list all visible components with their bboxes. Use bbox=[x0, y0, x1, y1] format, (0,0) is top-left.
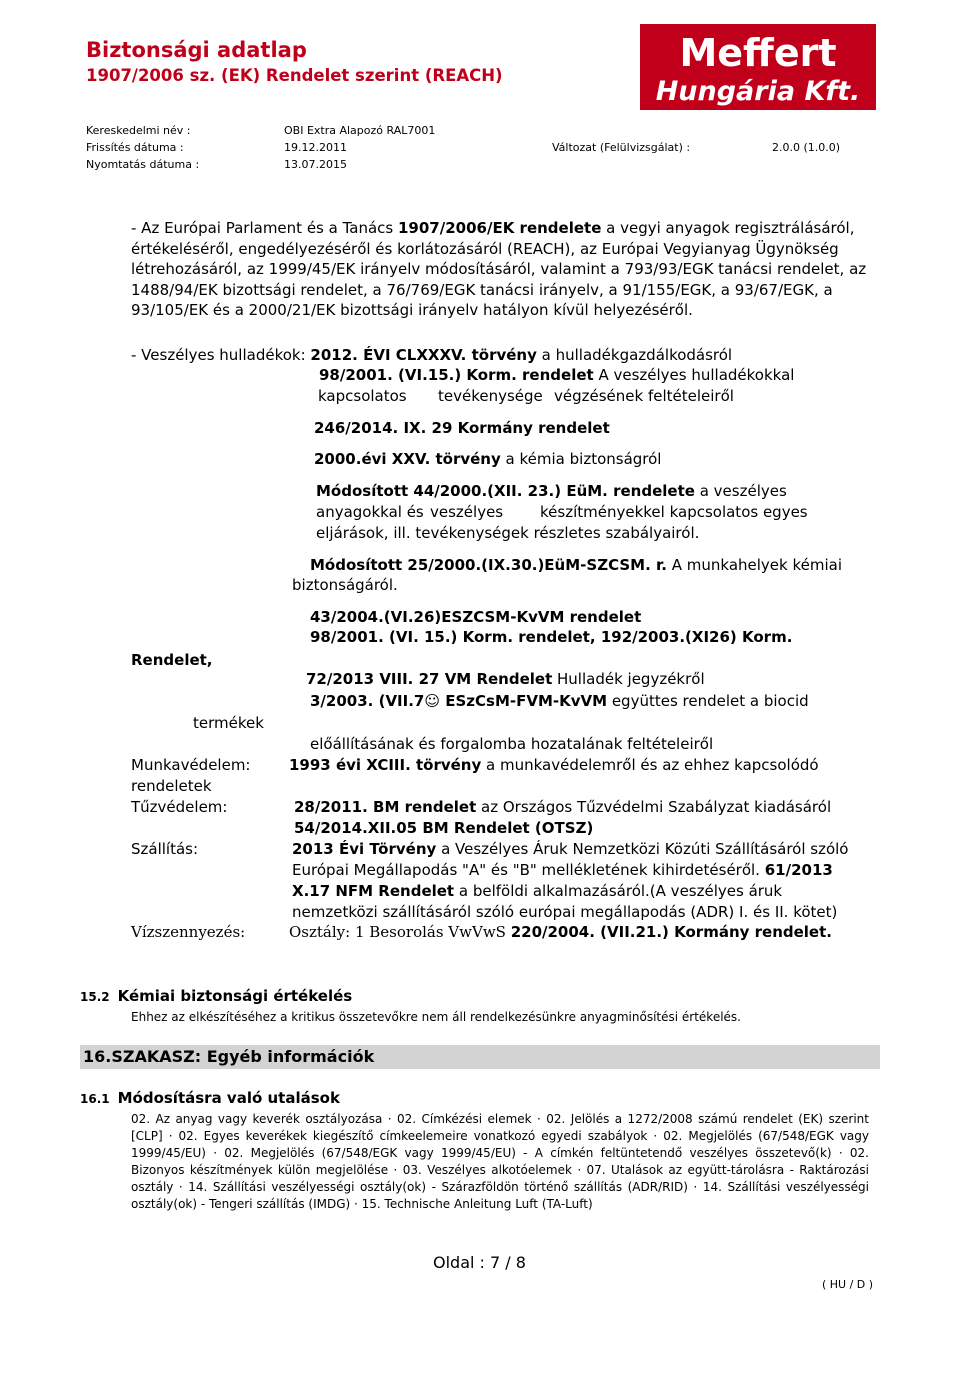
law-2013-desc: a Veszélyes Áruk Nemzetközi Közúti Szállításáról szóló bbox=[436, 840, 849, 858]
reach-text-c: a vegyi anyagok regisztrálásáról, értékeléséről, engedélyezéséről és korlátozásáról (REACH), az Európai Vegyianyag Ügynökség létrehozásáról, az 1999/45/EK irányelv módosításáról, valamint a 793/93/EGK tanácsi rendelet, az 1488/94/EK bizottsági rendelet, a 76/769/EGK tanácsi irányelv, a 91/155/EGK, a 93/67/EGK, a 93/105/EK és a 2000/21/EK bizottsági irányelv hatályon kívül helyezéséről. bbox=[131, 219, 867, 319]
eum-44-ref: Módosított 44/2000.(XII. 23.) EüM. rendelete bbox=[316, 482, 695, 500]
reach-regulation: 1907/2006/EK rendelete bbox=[398, 219, 602, 237]
section-16-1-heading bbox=[80, 1089, 340, 1107]
section-16-1-title: Módosításra való utalások bbox=[117, 1089, 340, 1107]
print-date-label: Nyomtatás dátuma : bbox=[86, 158, 200, 171]
eszcsm-3-desc: együttes rendelet a biocid bbox=[607, 692, 809, 710]
eszcsm-3-ref-2: ESzCsM-FVM-KvVM bbox=[440, 692, 608, 710]
trade-name-label: Kereskedelmi név : bbox=[86, 124, 191, 137]
vwvws-line bbox=[289, 923, 832, 941]
version-label: Változat (Felülvizsgálat) : bbox=[552, 141, 691, 154]
smiley-icon: ☺ bbox=[424, 692, 440, 710]
hazardous-waste-label: - Veszélyes hulladékok: bbox=[131, 346, 311, 364]
hazardous-waste-line bbox=[131, 346, 732, 364]
reach-text-a: - Az Európai Parlament és a Tanács bbox=[131, 219, 398, 237]
vwvws-class: Osztály: 1 Besorolás VwVwS bbox=[289, 923, 511, 941]
section-16-banner: 16.SZAKASZ: Egyéb információk bbox=[80, 1045, 880, 1069]
adr-agreement-line bbox=[292, 861, 833, 879]
law-1993-line bbox=[289, 756, 819, 774]
left-label-tuzvedelem: Tűzvédelem: bbox=[131, 798, 228, 816]
left-label-rendeletek: rendeletek bbox=[131, 777, 212, 795]
law-1993-ref: 1993 évi XCIII. törvény bbox=[289, 756, 482, 774]
nfm-desc: a belföldi alkalmazásáról.(A veszélyes áruk bbox=[454, 882, 783, 900]
vm-72-line bbox=[306, 670, 705, 688]
language-code: ( HU / D ) bbox=[822, 1278, 874, 1291]
left-label-rendelet: Rendelet, bbox=[131, 651, 213, 669]
law-2000-ref: 2000.évi XXV. törvény bbox=[314, 450, 501, 468]
nfm-61-ref: 61/2013 bbox=[764, 861, 833, 879]
section-15-2-number: 15.2 bbox=[80, 990, 110, 1004]
law-2000-line bbox=[314, 450, 661, 468]
eum-szcsm-ref: Módosított 25/2000.(IX.30.)EüM-SZCSM. r. bbox=[310, 556, 667, 574]
eljarasok-line: eljárások, ill. tevékenységek részletes szabályairól. bbox=[316, 524, 700, 542]
vm-72-ref: 72/2013 VIII. 27 VM Rendelet bbox=[306, 670, 553, 688]
eum-szcsm-line bbox=[310, 556, 842, 574]
veszelyes-word: veszélyes bbox=[430, 503, 504, 521]
section-15-2-text: Ehhez az elkészítéséhez a kritikus összetevőkre nem áll rendelkezésünkre anyagminősítési értékelés. bbox=[131, 1010, 741, 1024]
waste-law-desc: a hulladékgazdálkodásról bbox=[536, 346, 733, 364]
nfm-line bbox=[292, 882, 782, 900]
logo-text-sub: Hungária Kft. bbox=[655, 76, 861, 107]
korm-246-line: 246/2014. IX. 29 Kormány rendelet bbox=[314, 419, 610, 437]
eszcsm-43-line: 43/2004.(VI.26)ESZCSM-KvVM rendelet bbox=[310, 608, 642, 626]
tevekenysege-word: tevékenysége bbox=[438, 387, 543, 405]
bm-28-ref: 28/2011. BM rendelet bbox=[294, 798, 477, 816]
left-label-termekek: termékek bbox=[193, 714, 264, 732]
eloallitasanak-line: előállításának és forgalomba hozatalának feltételeiről bbox=[310, 735, 714, 753]
eum-44-line bbox=[316, 482, 787, 500]
left-label-munkavedelem: Munkavédelem: bbox=[131, 756, 251, 774]
eszcsm-3-ref: 3/2003. (VII.7 bbox=[310, 692, 425, 710]
logo-text-main: Meffert bbox=[679, 31, 837, 75]
kapcsolatos-word: kapcsolatos bbox=[318, 387, 407, 405]
law-2013-line bbox=[292, 840, 849, 858]
section-15-2-heading bbox=[80, 987, 352, 1005]
korm-220-ref: 220/2004. (VII.21.) Kormány rendelet. bbox=[510, 923, 832, 941]
korm-98-desc: A veszélyes hulladékokkal bbox=[593, 366, 795, 384]
page-number: Oldal : 7 / 8 bbox=[433, 1253, 526, 1272]
left-label-szallitas: Szállítás: bbox=[131, 840, 199, 858]
revision-date-label: Frissítés dátuma : bbox=[86, 141, 184, 154]
print-date-value: 13.07.2015 bbox=[284, 158, 347, 171]
biztonsagarol-line: biztonságáról. bbox=[292, 576, 398, 594]
adr-volumes-line: nemzetközi szállításáról szóló európai megállapodás (ADR) I. és II. kötet) bbox=[292, 903, 838, 921]
eszcsm-3-line bbox=[310, 692, 809, 710]
reach-paragraph bbox=[131, 218, 871, 321]
law-2000-desc: a kémia biztonságról bbox=[500, 450, 662, 468]
waste-law: 2012. ÉVI CLXXXV. törvény bbox=[310, 346, 537, 364]
korm-98-192-line: 98/2001. (VI. 15.) Korm. rendelet, 192/2003.(XI26) Korm. bbox=[310, 628, 793, 646]
trade-name-value: OBI Extra Alapozó RAL7001 bbox=[284, 124, 436, 137]
document-title: Biztonsági adatlap bbox=[86, 38, 307, 62]
keszitmenyekkel-words: készítményekkel kapcsolatos egyes bbox=[540, 503, 808, 521]
law-2013-ref: 2013 Évi Törvény bbox=[292, 840, 437, 858]
eum-44-desc: a veszélyes bbox=[694, 482, 787, 500]
law-1993-desc: a munkavédelemről és az ehhez kapcsolódó bbox=[481, 756, 819, 774]
bm-28-line bbox=[294, 798, 831, 816]
korm-98-ref: 98/2001. (VI.15.) Korm. rendelet bbox=[319, 366, 594, 384]
adr-agreement-desc: Európai Megállapodás "A" és "B" mellékletének kihirdetéséről. bbox=[292, 861, 765, 879]
vm-72-desc: Hulladék jegyzékről bbox=[552, 670, 705, 688]
revision-date-value: 19.12.2011 bbox=[284, 141, 347, 154]
section-15-2-title: Kémiai biztonsági értékelés bbox=[117, 987, 353, 1005]
version-value: 2.0.0 (1.0.0) bbox=[772, 141, 841, 154]
document-subtitle: 1907/2006 sz. (EK) Rendelet szerint (REACH) bbox=[86, 66, 503, 85]
section-16-1-number: 16.1 bbox=[80, 1092, 110, 1106]
section-16-1-text: 02. Az anyag vagy keverék osztályozása · 02. Címkézési elemek · 02. Jelölés a 1272/2008 számú rendelet (EK) szerint [CLP] · 02. Egyes keverékek kiegészítő címkeelemeire vonatkozó egyedi szabályok · 02. Megjelölés (67/548/EGK vagy 1999/45/EU) · 02. Megjelölés (67/548/EGK vagy 1999/45/EU) - A címkén feltüntetendő veszélyes összetevő(k) · 02. Bizonyos készítmények külön megjelölése · 03. Veszélyes alkotóelemek · 07. Utalások az együtt-tárolásra - Raktározási osztály · 14. Szállítási veszélyességi osztály(ok) - Szárazföldön történő szállítás (ADR/RID) · 14. Szállítási veszélyességi osztály(ok) - Tengeri szállítás (IMDG) · 15. Technische Anleitung Luft (TA-Luft) bbox=[131, 1112, 869, 1211]
bm-28-desc: az Országos Tűzvédelmi Szabályzat kiadásáról bbox=[476, 798, 832, 816]
korm-98-line bbox=[319, 366, 794, 384]
nfm-ref: X.17 NFM Rendelet bbox=[292, 882, 455, 900]
left-label-vizszennyezes: Vízszennyezés: bbox=[131, 923, 246, 941]
otsz-line: 54/2014.XII.05 BM Rendelet (OTSZ) bbox=[294, 819, 594, 837]
vegzesenek-words: végzésének feltételeiről bbox=[554, 387, 734, 405]
meffert-logo bbox=[640, 24, 876, 110]
anyagokkal-words: anyagokkal és bbox=[316, 503, 424, 521]
eum-szcsm-desc: A munkahelyek kémiai bbox=[666, 556, 842, 574]
